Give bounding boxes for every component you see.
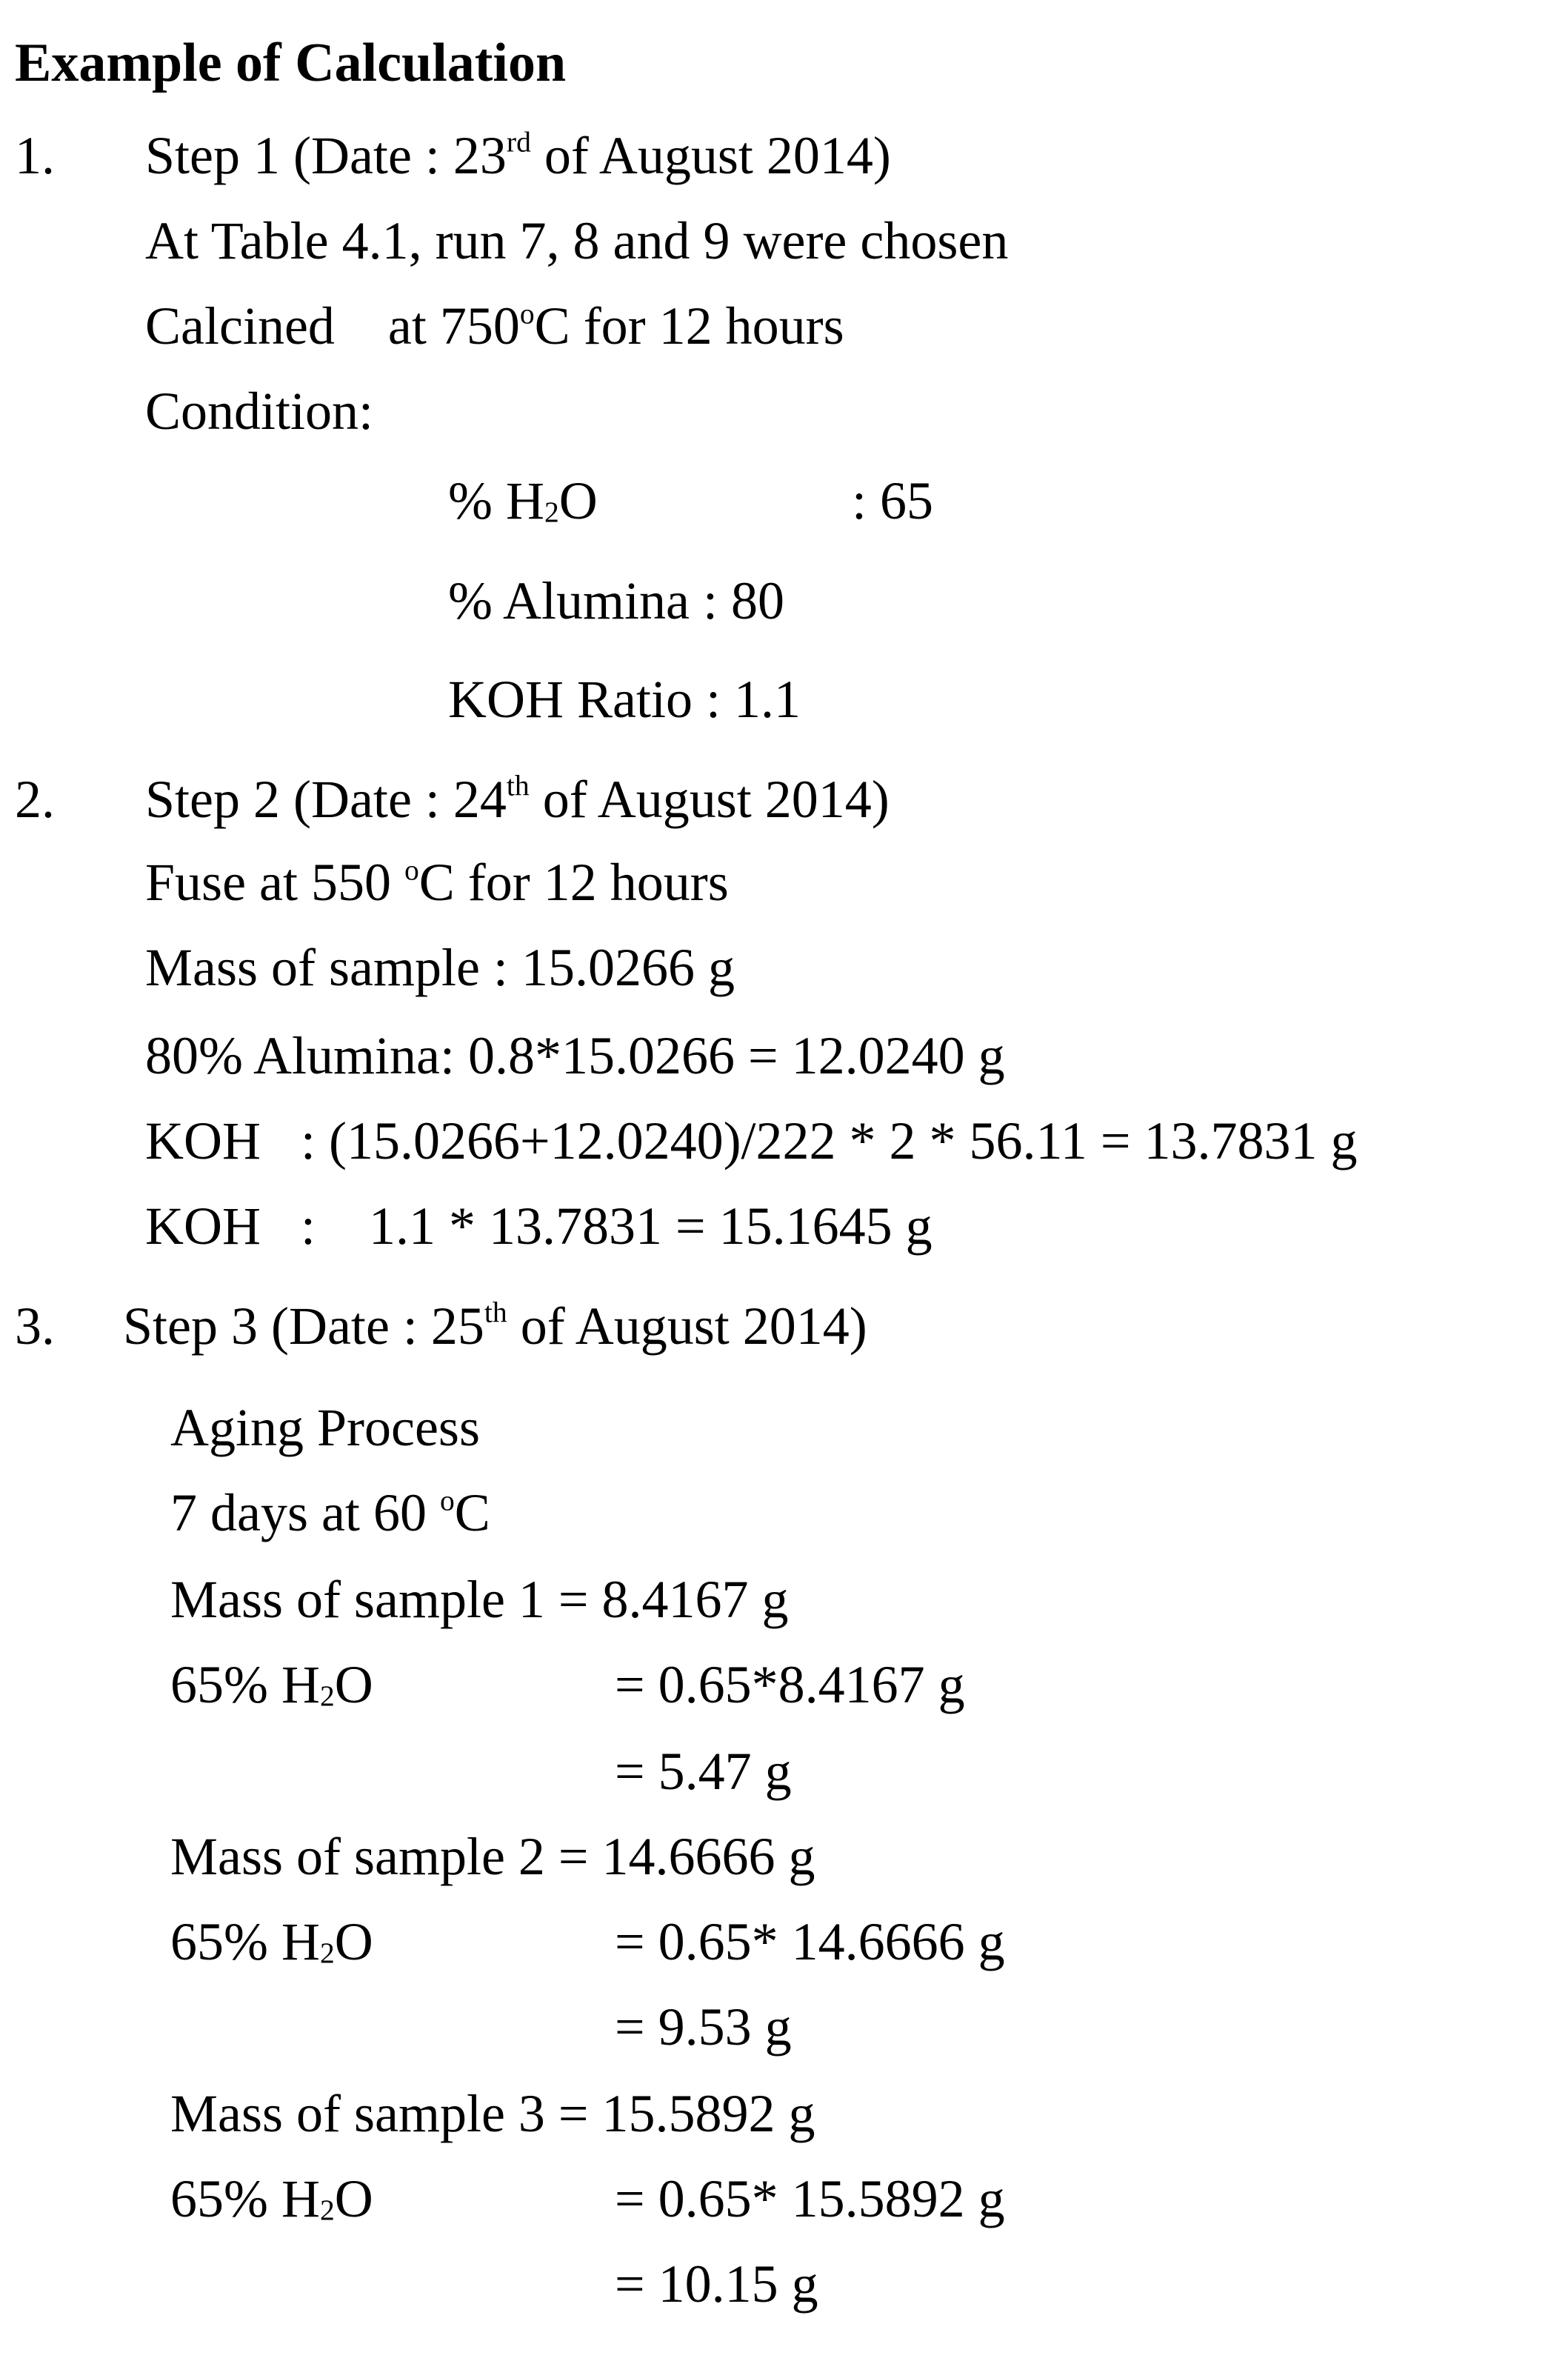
condition-h2o-value: : 65 — [852, 471, 934, 530]
step-1-line-calcined: Calcined at 750$^o$C for 12 hours — [145, 296, 844, 356]
step-3-number: 3. — [15, 1296, 55, 1356]
step-3-h2o-2-label: 65% $H_2O$ — [170, 1912, 373, 1971]
document-title: Example of Calculation — [15, 33, 567, 93]
step-3-h2o-3-result: = 10.15 g — [615, 2254, 818, 2314]
step-3-h2o-1-result: = 5.47 g — [615, 1742, 792, 1801]
step-2-number: 2. — [15, 770, 55, 829]
step-3-line-aging: Aging Process — [170, 1398, 480, 1457]
step-2-line-koh-ratio: KOH : 1.1 * 13.7831 = 15.1645 g — [145, 1196, 933, 1256]
step-3-mass-sample-3: Mass of sample 3 = 15.5892 g — [170, 2084, 815, 2143]
step-2-line-fuse: Fuse at 550 $^o$C for 12 hours — [145, 853, 729, 912]
step-3-line-days: 7 days at 60 $^o$C — [170, 1483, 490, 1542]
condition-koh-ratio: KOH Ratio : 1.1 — [448, 670, 801, 729]
step-2-line-koh: KOH : (15.0266+12.0240)/222 * 2 * 56.11 = 13.7831 g — [145, 1111, 1358, 1170]
step-1-line-table: At Table 4.1, run 7, 8 and 9 were chosen — [145, 211, 1009, 270]
step-2-line-alumina: 80% Alumina: 0.8*15.0266 = 12.0240 g — [145, 1026, 1005, 1085]
step-3-mass-sample-2: Mass of sample 2 = 14.6666 g — [170, 1827, 815, 1886]
step-3-heading: Step 3 (Date : 25th of August 2014) — [123, 1296, 867, 1356]
step-1-number: 1. — [15, 126, 55, 185]
step-2-heading: Step 2 (Date : 24th of August 2014) — [145, 769, 890, 829]
step-3-h2o-3-expr: = 0.65* 15.5892 g — [615, 2169, 1005, 2228]
step-2-line-mass: Mass of sample : 15.0266 g — [145, 938, 735, 997]
step-3-h2o-3-label: 65% $H_2O$ — [170, 2169, 373, 2228]
condition-alumina: % Alumina : 80 — [448, 571, 784, 630]
step-1-line-condition: Condition: — [145, 382, 374, 441]
step-3-h2o-2-result: = 9.53 g — [615, 1997, 792, 2057]
step-3-h2o-1-label: 65% $H_2O$ — [170, 1655, 373, 1714]
condition-h2o-label: % $H_2O$ — [448, 471, 598, 530]
step-3-h2o-2-expr: = 0.65* 14.6666 g — [615, 1912, 1005, 1971]
step-3-mass-sample-1: Mass of sample 1 = 8.4167 g — [170, 1570, 789, 1629]
step-3-h2o-1-expr: = 0.65*8.4167 g — [615, 1655, 965, 1714]
step-1-heading: Step 1 (Date : 23rd of August 2014) — [145, 125, 891, 185]
